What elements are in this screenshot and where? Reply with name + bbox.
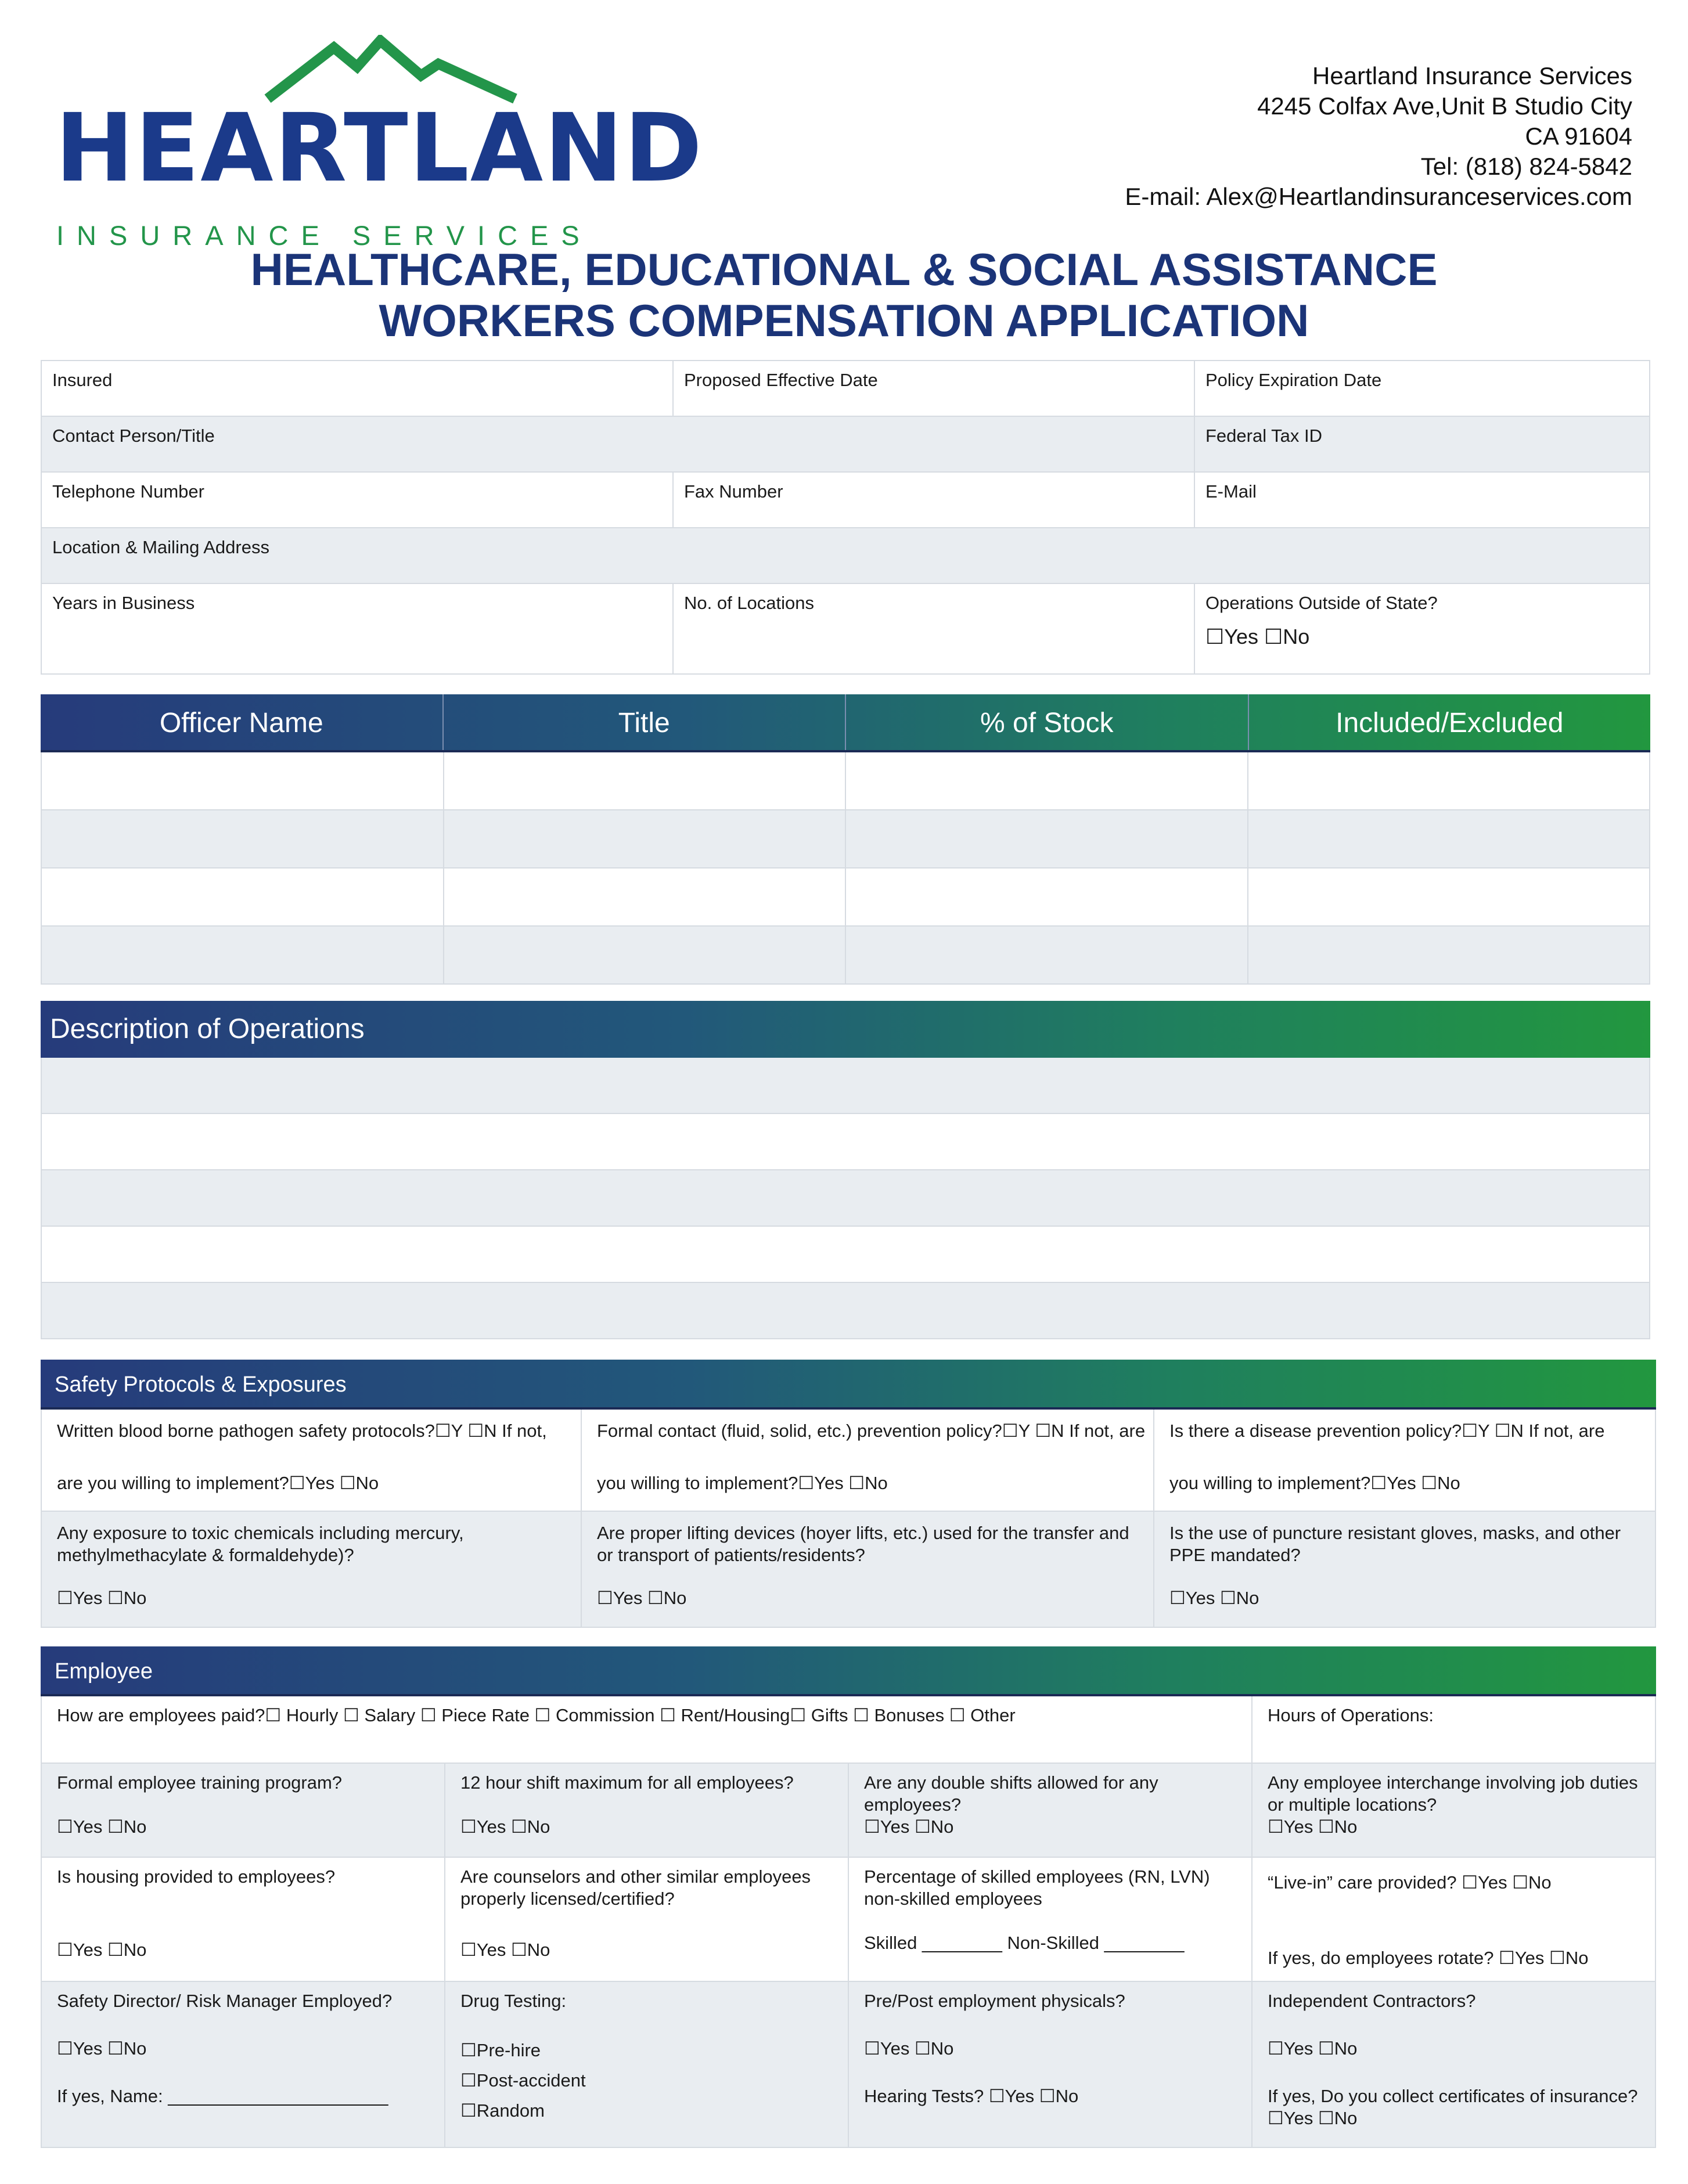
question-options[interactable]: “Live-in” care provided? ☐Yes ☐No <box>1268 1872 1552 1893</box>
question-options[interactable]: you willing to implement?☐Yes ☐No <box>597 1473 888 1493</box>
employee-header: Employee <box>41 1646 1656 1696</box>
interchange-question[interactable] <box>1252 1764 1655 1857</box>
insured-field[interactable]: Insured <box>42 361 674 416</box>
safety-row <box>41 1410 1656 1512</box>
table-row <box>41 810 1650 868</box>
title-line-1: HEALTHCARE, EDUCATIONAL & SOCIAL ASSISTANCE <box>250 244 1438 295</box>
table-cell[interactable] <box>444 752 847 809</box>
logo-tagline: INSURANCE SERVICES <box>56 220 592 251</box>
question-options[interactable]: ☐Yes ☐No <box>57 2038 147 2059</box>
email: E-mail: Alex@Heartlandinsuranceservices.com <box>1125 183 1632 210</box>
question-options[interactable]: ☐Yes ☐No <box>1169 1588 1259 1608</box>
safety-row <box>41 1512 1656 1628</box>
question-options[interactable]: ☐Yes ☐No <box>1268 1817 1358 1837</box>
safety-director-question[interactable] <box>42 1982 445 2147</box>
pay-method-question[interactable]: How are employees paid?☐ Hourly ☐ Salary ☐ Piece Rate ☐ Commission ☐ Rent/Housing☐ Gifts ☐ Bonuses ☐ Other <box>42 1696 1252 1763</box>
info-row <box>42 528 1649 584</box>
effective-date-field[interactable]: Proposed Effective Date <box>674 361 1195 416</box>
operations-line[interactable] <box>41 1170 1650 1227</box>
drug-testing-question[interactable] <box>445 1982 849 2147</box>
licensed-question[interactable] <box>445 1858 849 1981</box>
table-cell[interactable] <box>1248 810 1650 867</box>
question-text: Are counselors and other similar employees properly licensed/certified? <box>460 1866 811 1909</box>
table-cell[interactable] <box>42 810 444 867</box>
post-accident-checkbox[interactable]: ☐Post-accident <box>460 2070 586 2091</box>
question-text: Any employee interchange involving job duties or multiple locations? <box>1268 1772 1638 1815</box>
table-cell[interactable] <box>444 868 847 925</box>
question-text: Are any double shifts allowed for any employees? <box>864 1772 1158 1815</box>
housing-question[interactable] <box>42 1858 445 1981</box>
table-row <box>41 752 1650 810</box>
operations-line[interactable] <box>41 1058 1650 1114</box>
random-checkbox[interactable]: ☐Random <box>460 2100 545 2121</box>
question-options[interactable]: ☐Yes ☐No <box>864 2038 954 2059</box>
employee-row <box>41 1696 1656 1764</box>
training-question[interactable] <box>42 1764 445 1857</box>
contact-prevention-question[interactable] <box>582 1410 1154 1511</box>
question-options[interactable]: ☐Yes ☐No <box>57 1940 147 1960</box>
table-cell[interactable] <box>1248 752 1650 809</box>
question-text: Any exposure to toxic chemicals including mercury, methylmethacylate & formaldehyde)? <box>57 1523 464 1565</box>
physicals-question[interactable] <box>849 1982 1252 2147</box>
hours-of-operations-field[interactable]: Hours of Operations: <box>1268 1705 1434 1725</box>
operations-section <box>41 1001 1650 1339</box>
question-text: 12 hour shift maximum for all employees? <box>460 1772 794 1793</box>
fax-field[interactable]: Fax Number <box>674 473 1195 527</box>
ppe-question[interactable] <box>1154 1512 1655 1627</box>
employee-row <box>41 1764 1656 1858</box>
question-text: Drug Testing: <box>460 1991 567 2011</box>
tax-id-field[interactable]: Federal Tax ID <box>1205 426 1323 446</box>
table-cell[interactable] <box>1248 927 1650 983</box>
company-name: Heartland Insurance Services <box>1312 62 1632 89</box>
question-options[interactable]: ☐Yes ☐No <box>460 1940 550 1960</box>
table-cell[interactable] <box>444 810 847 867</box>
question-text: Is the use of puncture resistant gloves, masks, and other PPE mandated? <box>1169 1523 1621 1565</box>
title-line-2: WORKERS COMPENSATION APPLICATION <box>379 295 1309 346</box>
years-in-business-field[interactable]: Years in Business <box>42 584 674 673</box>
lifting-devices-question[interactable] <box>582 1512 1154 1627</box>
contact-block <box>1125 61 1632 212</box>
question-options[interactable]: ☐Yes ☐No <box>460 1817 550 1837</box>
skilled-line-field[interactable]: Skilled ________ Non-Skilled ________ <box>864 1933 1185 1953</box>
table-cell[interactable] <box>42 868 444 925</box>
skilled-percentage-question[interactable] <box>849 1858 1252 1981</box>
question-text: Pre/Post employment physicals? <box>864 1991 1125 2011</box>
expiration-date-field[interactable]: Policy Expiration Date <box>1205 370 1382 390</box>
company-logo <box>55 35 704 251</box>
disease-prevention-question[interactable] <box>1154 1410 1655 1511</box>
operations-header: Description of Operations <box>41 1001 1650 1058</box>
telephone-field[interactable]: Telephone Number <box>42 473 674 527</box>
phone: Tel: (818) 824-5842 <box>1420 153 1632 180</box>
certificates-question[interactable]: If yes, Do you collect certificates of insurance? ☐Yes ☐No <box>1268 2086 1638 2128</box>
safety-director-name-field[interactable]: If yes, Name: ______________________ <box>57 2086 388 2106</box>
outside-state-label: Operations Outside of State? <box>1205 593 1438 613</box>
table-row <box>41 868 1650 927</box>
table-row <box>41 927 1650 985</box>
question-text: Are proper lifting devices (hoyer lifts, etc.) used for the transfer and or transport of patients/residents? <box>597 1523 1129 1565</box>
question-text: Formal employee training program? <box>57 1772 343 1793</box>
question-options[interactable]: ☐Yes ☐No <box>864 1817 954 1837</box>
table-cell[interactable] <box>846 810 1248 867</box>
email-field[interactable]: E-Mail <box>1205 481 1257 502</box>
table-cell[interactable] <box>42 927 444 983</box>
info-row <box>42 417 1649 473</box>
safety-header: Safety Protocols & Exposures <box>41 1360 1656 1410</box>
locations-field[interactable]: No. of Locations <box>674 584 1195 673</box>
address-field[interactable]: Location & Mailing Address <box>52 537 269 557</box>
question-text: Safety Director/ Risk Manager Employed? <box>57 1991 393 2011</box>
operations-line[interactable] <box>41 1283 1650 1339</box>
outside-state-checkboxes[interactable]: ☐Yes ☐No <box>1205 625 1310 648</box>
col-included: Included/Excluded <box>1336 708 1564 738</box>
employee-row <box>41 1858 1656 1982</box>
col-title: Title <box>444 694 847 750</box>
table-cell[interactable] <box>846 868 1248 925</box>
contact-person-field[interactable]: Contact Person/Title <box>42 417 1195 471</box>
shift-question[interactable] <box>445 1764 849 1857</box>
rotate-options[interactable]: If yes, do employees rotate? ☐Yes ☐No <box>1268 1948 1589 1968</box>
hearing-tests-options[interactable]: Hearing Tests? ☐Yes ☐No <box>864 2086 1079 2106</box>
question-text: Independent Contractors? <box>1268 1991 1476 2011</box>
safety-section <box>41 1360 1656 1628</box>
pre-hire-checkbox[interactable]: ☐Pre-hire <box>460 2040 541 2060</box>
question-options[interactable]: ☐Yes ☐No <box>597 1588 687 1608</box>
question-text: Written blood borne pathogen safety protocols?☐Y ☐N If not, <box>57 1421 547 1441</box>
contractors-question[interactable] <box>1252 1982 1655 2147</box>
table-cell[interactable] <box>846 752 1248 809</box>
employee-section <box>41 1646 1656 2148</box>
page-title <box>0 244 1688 346</box>
question-text: Is housing provided to employees? <box>57 1866 336 1887</box>
question-options[interactable]: ☐Yes ☐No <box>57 1817 147 1837</box>
double-shift-question[interactable] <box>849 1764 1252 1857</box>
question-text: Percentage of skilled employees (RN, LVN) non-skilled employees <box>864 1866 1210 1909</box>
table-cell[interactable] <box>846 927 1248 983</box>
table-cell[interactable] <box>42 752 444 809</box>
employee-row <box>41 1982 1656 2148</box>
officers-table <box>41 694 1650 985</box>
operations-line[interactable] <box>41 1114 1650 1170</box>
outside-state-field[interactable] <box>1195 584 1649 673</box>
address-line-2: CA 91604 <box>1525 122 1632 150</box>
question-options[interactable]: are you willing to implement?☐Yes ☐No <box>57 1473 379 1493</box>
table-cell[interactable] <box>444 927 847 983</box>
address-line-1: 4245 Colfax Ave,Unit B Studio City <box>1257 92 1632 120</box>
question-options[interactable]: you willing to implement?☐Yes ☐No <box>1169 1473 1460 1493</box>
logo-wordmark: HEARTLAND <box>55 94 704 203</box>
toxic-chemicals-question[interactable] <box>42 1512 582 1627</box>
info-row <box>42 361 1649 417</box>
info-row <box>42 584 1649 675</box>
question-options[interactable]: ☐Yes ☐No <box>1268 2038 1358 2059</box>
col-stock: % of Stock <box>846 694 1249 750</box>
question-text: Is there a disease prevention policy?☐Y ☐N If not, are <box>1169 1421 1605 1441</box>
col-officer-name: Officer Name <box>41 694 444 750</box>
officers-header <box>41 694 1650 752</box>
table-cell[interactable] <box>1248 868 1650 925</box>
question-text: Formal contact (fluid, solid, etc.) prevention policy?☐Y ☐N If not, are <box>597 1421 1146 1441</box>
operations-line[interactable] <box>41 1227 1650 1283</box>
applicant-info-form <box>41 360 1650 675</box>
live-in-question[interactable] <box>1252 1858 1655 1981</box>
info-row <box>42 473 1649 528</box>
bloodborne-question[interactable] <box>42 1410 582 1511</box>
question-options[interactable]: ☐Yes ☐No <box>57 1588 147 1608</box>
